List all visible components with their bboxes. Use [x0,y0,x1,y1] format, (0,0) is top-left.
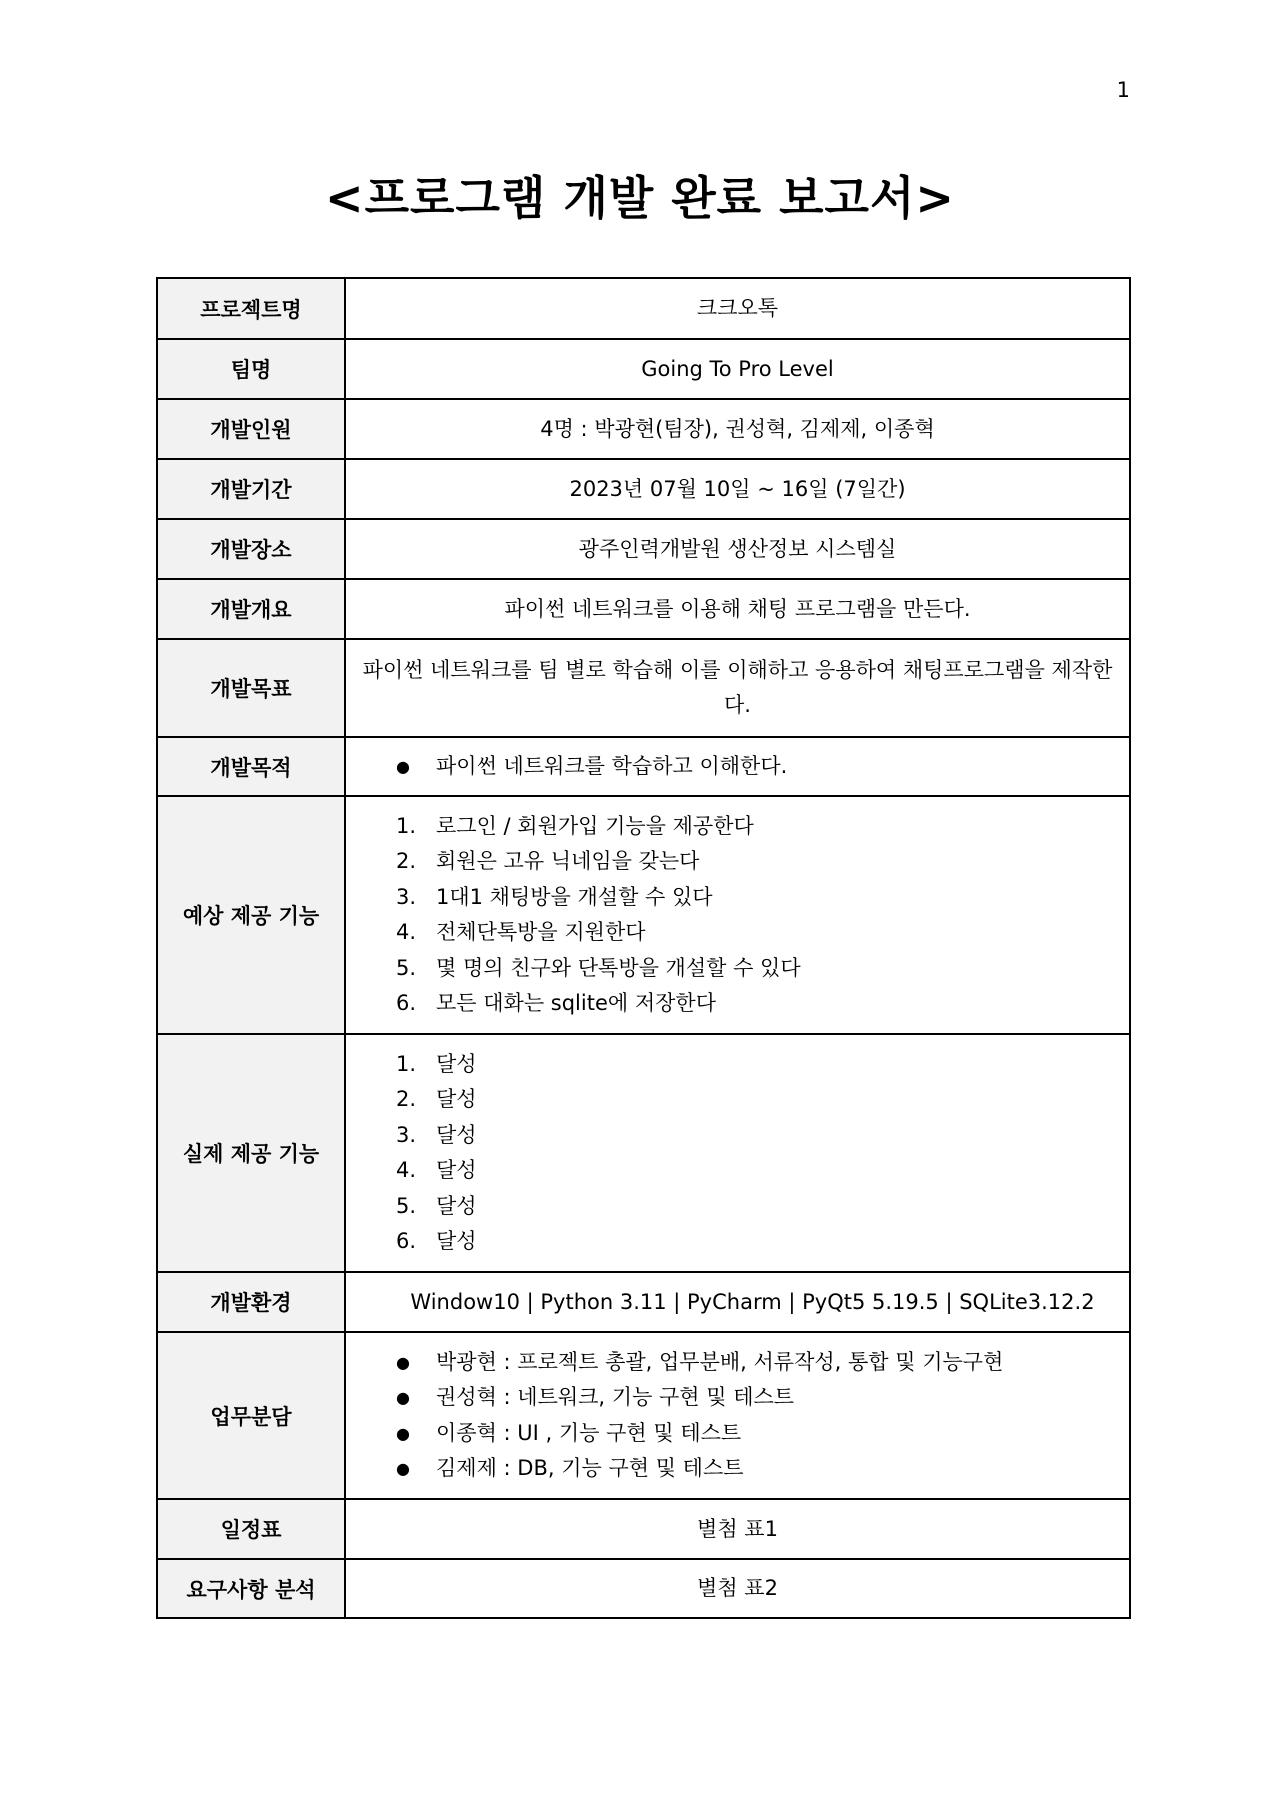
table-row-roles [157,1332,1130,1499]
label-actual-features: 실제 제공 기능 [157,1034,345,1272]
list-item-text: 김제제 : DB, 기능 구현 및 테스트 [436,1456,744,1480]
table-row-purpose [157,737,1130,796]
label-project-name: 프로젝트명 [157,278,345,339]
table-row-requirements [157,1559,1130,1618]
label-purpose: 개발목적 [157,737,345,796]
list-item [396,915,1129,951]
report-table [156,277,1131,1619]
list-item-text: 박광현 : 프로젝트 총괄, 업무분배, 서류작성, 통합 및 기능구현 [436,1349,1004,1374]
value-schedule: 별첨 표1 [345,1499,1130,1559]
bullet-icon: ● [396,1352,410,1372]
table-row-goal [157,639,1130,737]
list-item [396,1047,1129,1083]
list-item-text: 모든 대화는 sqlite에 저장한다 [436,991,716,1015]
table-row-expected-features [157,796,1130,1034]
label-goal: 개발목표 [157,639,345,737]
label-team-name: 팀명 [157,339,345,399]
table-row-actual-features [157,1034,1130,1272]
value-goal: 파이썬 네트워크를 팀 별로 학습해 이를 이해하고 응용하여 채팅프로그램을 제작한다. [345,639,1130,737]
value-actual-features [345,1034,1130,1272]
purpose-list [396,749,1129,785]
list-number: 2. [396,849,417,873]
table-row-overview [157,579,1130,639]
list-item [396,1345,1129,1381]
label-requirements: 요구사항 분석 [157,1559,345,1618]
list-item-text: 달성 [436,1229,477,1253]
bullet-icon: ● [396,756,410,776]
list-number: 6. [396,991,417,1015]
list-item [396,880,1129,916]
bullet-icon: ● [396,1459,410,1478]
label-schedule: 일정표 [157,1499,345,1559]
list-item [396,1082,1129,1118]
value-purpose [345,737,1130,796]
label-period: 개발기간 [157,459,345,519]
value-members: 4명 : 박광현(팀장), 권성혁, 김제제, 이종혁 [345,399,1130,459]
list-item [396,749,1129,785]
table-row-period [157,459,1130,519]
list-number: 5. [396,955,417,980]
list-number: 1. [396,1051,417,1076]
value-project-name: 크크오톡 [345,278,1130,339]
expected-features-list [396,809,1129,1022]
value-period: 2023년 07월 10일 ~ 16일 (7일간) [345,459,1130,519]
list-number: 3. [396,1122,417,1147]
list-item-text: 몇 명의 친구와 단톡방을 개설할 수 있다 [436,955,801,980]
list-item [396,1380,1129,1416]
list-item [396,844,1129,880]
list-item-text: 달성 [436,1193,477,1218]
label-overview: 개발개요 [157,579,345,639]
table-row-team-name [157,339,1130,399]
list-item-text: 이종혁 : UI , 기능 구현 및 테스트 [436,1420,742,1445]
list-item-text: 달성 [436,1158,477,1182]
list-number: 4. [396,920,417,944]
value-requirements: 별첨 표2 [345,1559,1130,1618]
bullet-icon: ● [396,1423,410,1443]
list-item-text: 1대1 채팅방을 개설할 수 있다 [436,884,713,909]
label-expected-features: 예상 제공 기능 [157,796,345,1034]
bullet-icon: ● [396,1388,410,1407]
list-item-text: 권성혁 : 네트워크, 기능 구현 및 테스트 [436,1385,795,1409]
value-expected-features [345,796,1130,1034]
list-number: 1. [396,813,417,838]
list-number: 2. [396,1087,417,1111]
value-environment: Window10 | Python 3.11 | PyCharm | PyQt5 5.19.5 | SQLite3.12.2 [345,1272,1130,1332]
table-row-project-name [157,278,1130,339]
label-location: 개발장소 [157,519,345,579]
list-item [396,951,1129,987]
table-row-location [157,519,1130,579]
table-row-members [157,399,1130,459]
list-item-text: 로그인 / 회원가입 기능을 제공한다 [436,813,754,838]
roles-list [396,1345,1129,1487]
value-team-name: Going To Pro Level [345,339,1130,399]
list-item [396,1416,1129,1452]
actual-features-list [396,1047,1129,1260]
label-environment: 개발환경 [157,1272,345,1332]
list-item-text: 전체단톡방을 지원한다 [436,920,646,944]
label-roles: 업무분담 [157,1332,345,1499]
document-title: <프로그램 개발 완료 보고서> [325,171,955,225]
list-item [396,1189,1129,1225]
list-number: 3. [396,884,417,909]
table-row-schedule [157,1499,1130,1559]
list-item [396,1153,1129,1189]
page-number: 1 [1116,78,1130,102]
label-members: 개발인원 [157,399,345,459]
list-item [396,1118,1129,1154]
list-item [396,1451,1129,1487]
value-location: 광주인력개발원 생산정보 시스템실 [345,519,1130,579]
list-number: 5. [396,1193,417,1218]
list-number: 6. [396,1229,417,1253]
list-item-text: 달성 [436,1087,477,1111]
list-item-text: 달성 [436,1122,477,1147]
list-item-text: 파이썬 네트워크를 학습하고 이해한다. [436,753,788,778]
value-overview: 파이썬 네트워크를 이용해 채팅 프로그램을 만든다. [345,579,1130,639]
list-item [396,809,1129,845]
list-number: 4. [396,1158,417,1182]
list-item [396,1224,1129,1260]
value-roles [345,1332,1130,1499]
list-item-text: 회원은 고유 닉네임을 갖는다 [436,849,700,873]
list-item [396,986,1129,1022]
table-row-environment [157,1272,1130,1332]
list-item-text: 달성 [436,1051,477,1076]
